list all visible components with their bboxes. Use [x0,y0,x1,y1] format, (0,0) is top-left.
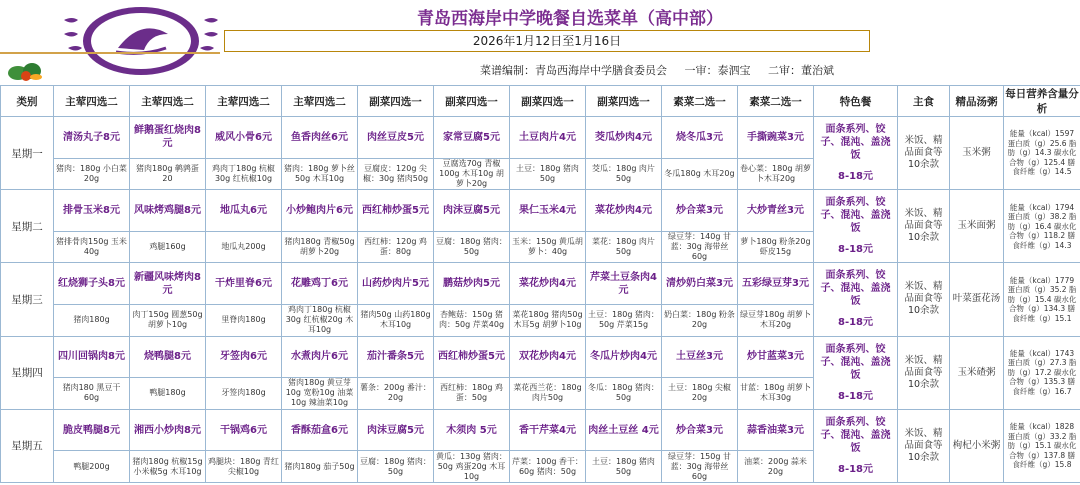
col-header: 精品汤粥 [950,86,1004,117]
dish-name: 清炒奶白菜3元 [662,263,738,305]
menu-title: 青岛西海岸中学晚餐自选菜单（高中部） [417,9,723,29]
dish-ingredients: 猪排骨肉150g 玉米40g [54,231,130,263]
dish-name: 茄汁番条5元 [358,336,434,378]
dish-name: 干炸里脊6元 [206,263,282,305]
dish-ingredients: 油菜：200g 蒜米20g [738,451,814,483]
dish-name: 山药炒肉片5元 [358,263,434,305]
soup-porridge: 玉米面粥 [950,190,1004,263]
day-row-dishes [1,409,1080,451]
dish-ingredients: 鸡肉丁180g 杭椒30g 红杭椒20g 木耳10g [282,305,358,337]
dish-name: 花雕鸡丁6元 [282,263,358,305]
dish-ingredients: 猪肉：180g 萝卜丝50g 木耳10g [282,158,358,190]
dish-ingredients: 猪肉180g 杭椒15g 小米椒5g 木耳10g [130,451,206,483]
dish-name: 大炒青丝3元 [738,190,814,232]
dish-ingredients: 冬瓜：180g 猪肉：50g [586,378,662,410]
day-label: 星期一 [1,117,54,190]
special-meal-items: 面条系列、饺子、混沌、盖浇饭 [820,416,891,454]
dish-name: 菜花炒肉4元 [510,263,586,305]
soup-porridge: 枸杞小米粥 [950,409,1004,482]
dish-name: 鲜鹅蛋红烧肉8元 [130,117,206,159]
special-meal [814,263,898,336]
dish-ingredients: 豆腐皮：120g 尖椒：30g 猪肉50g [358,158,434,190]
col-header: 副菜四选一 [358,86,434,117]
dish-name: 风味烤鸡腿8元 [130,190,206,232]
gold-divider [0,52,220,54]
special-meal-price: 8-18元 [837,463,874,475]
dish-ingredients: 萝卜180g 粉条20g 虾皮15g [738,231,814,263]
special-meal [814,117,898,190]
dish-name: 茭瓜炒肉4元 [586,117,662,159]
dish-ingredients: 鸡腿块：180g 青红尖椒10g [206,451,282,483]
special-meal [814,336,898,409]
dish-ingredients: 西红柿：120g 鸡蛋：80g [358,231,434,263]
col-header: 主食 [898,86,950,117]
dish-name: 地瓜丸6元 [206,190,282,232]
col-header: 每日营养含量分析 [1004,86,1080,117]
dish-ingredients: 猪肉180g 鹌鹑蛋20 [130,158,206,190]
staple-food: 米饭、精品面食等10余款 [898,117,950,190]
day-label: 星期五 [1,409,54,482]
col-header: 主荤四选二 [54,86,130,117]
dish-name: 西红柿炒蛋5元 [358,190,434,232]
dish-ingredients: 猪肉180g 青椒50g 胡萝卜20g [282,231,358,263]
dish-ingredients: 猪肉180 黑豆干60g [54,378,130,410]
dish-name: 木须肉 5元 [434,409,510,451]
special-meal-price: 8-18元 [837,244,874,256]
dish-name: 西红柿炒蛋5元 [434,336,510,378]
dish-ingredients: 奶白菜：180g 粉条20g [662,305,738,337]
dish-ingredients: 土豆：180g 猪肉50g [510,158,586,190]
dish-name: 双花炒肉4元 [510,336,586,378]
staple-food: 米饭、精品面食等10余款 [898,409,950,482]
menu-table [0,85,1080,483]
dish-ingredients: 猪肉180g [54,305,130,337]
menu-body [1,117,1080,483]
dish-ingredients: 猪肉50g 山药180g 木耳10g [358,305,434,337]
dish-name: 肉沫豆腐5元 [358,409,434,451]
special-meal-items: 面条系列、饺子、混沌、盖浇饭 [820,197,891,235]
header-row [1,86,1080,117]
staple-food: 米饭、精品面食等10余款 [898,263,950,336]
dish-ingredients: 土豆：180g 猪肉50g [586,451,662,483]
dish-ingredients: 杏鲍菇：150g 猪肉：50g 芹菜40g [434,305,510,337]
special-meal-price: 8-18元 [837,317,874,329]
dish-ingredients: 豆腐：180g 猪肉：50g [434,231,510,263]
dish-ingredients: 鸡肉丁180g 杭椒30g 红杭椒10g [206,158,282,190]
dish-ingredients: 绿豆芽：140g 甘蓝：30g 海带丝60g [662,231,738,263]
special-meal [814,409,898,482]
day-row-dishes [1,336,1080,378]
dish-ingredients: 茭瓜：180g 肉片50g [586,158,662,190]
dish-ingredients: 鸭腿200g [54,451,130,483]
staple-food: 米饭、精品面食等10余款 [898,190,950,263]
dish-name: 清汤丸子8元 [54,117,130,159]
special-meal-items: 面条系列、饺子、混沌、盖浇饭 [820,343,891,381]
dish-ingredients: 甘蓝：180g 胡萝卜木耳30g [738,378,814,410]
staple-food: 米饭、精品面食等10余款 [898,336,950,409]
col-header: 特色餐 [814,86,898,117]
col-header: 素菜二选一 [738,86,814,117]
dish-name: 蒜香油菜3元 [738,409,814,451]
dish-name: 果仁玉米4元 [510,190,586,232]
dish-name: 新疆风味烤肉8元 [130,263,206,305]
nutrition-analysis: 能量（kcal）1828 蛋白质（g）33.2 脂肪（g）15.1 碳水化合物（g）137.8 膳食纤维（g）15.8 [1004,409,1080,482]
col-header: 主荤四选二 [206,86,282,117]
dish-ingredients: 玉米：150g 黄瓜胡萝卜：40g [510,231,586,263]
dish-name: 四川回锅肉8元 [54,336,130,378]
dish-ingredients: 地瓜丸200g [206,231,282,263]
dish-ingredients: 黄瓜：130g 猪肉：50g 鸡蛋20g 木耳10g [434,451,510,483]
soup-porridge: 叶菜蛋花汤 [950,263,1004,336]
dish-name: 小炒鲍肉片6元 [282,190,358,232]
dish-ingredients: 土豆：180g 猪肉：50g 芹菜15g [586,305,662,337]
day-label: 星期四 [1,336,54,409]
dish-name: 炒合菜3元 [662,409,738,451]
special-meal-price: 8-18元 [837,171,874,183]
dish-ingredients: 里脊肉180g [206,305,282,337]
dish-ingredients: 冬瓜180g 木耳20g [662,158,738,190]
dish-ingredients: 牙签肉180g [206,378,282,410]
dish-name: 牙签肉6元 [206,336,282,378]
special-meal-items: 面条系列、饺子、混沌、盖浇饭 [820,124,891,162]
special-meal-price: 8-18元 [837,390,874,402]
dish-name: 红烧狮子头8元 [54,263,130,305]
dish-name: 土豆肉片4元 [510,117,586,159]
day-row-dishes [1,263,1080,305]
dish-name: 鹏菇炒肉5元 [434,263,510,305]
dish-name: 肉丝豆皮5元 [358,117,434,159]
dish-name: 肉沫豆腐5元 [434,190,510,232]
dish-ingredients: 绿豆芽：150g 甘蓝：30g 海带丝60g [662,451,738,483]
dish-ingredients: 土豆：180g 尖椒20g [662,378,738,410]
dish-name: 五彩绿豆芽3元 [738,263,814,305]
dish-name: 烧冬瓜3元 [662,117,738,159]
dish-name: 干锅鸡6元 [206,409,282,451]
dish-ingredients: 卷心菜：180g 胡萝卜木耳20g [738,158,814,190]
dish-ingredients: 豆腐选70g 青椒100g 木耳10g 胡萝卜20g [434,158,510,190]
editor-bar [0,58,1080,84]
dish-ingredients: 鸡腿160g [130,231,206,263]
dish-name: 冬瓜片炒肉4元 [586,336,662,378]
col-header: 副菜四选一 [586,86,662,117]
dish-name: 鱼香肉丝6元 [282,117,358,159]
editor-label: 菜谱编制：青岛西海岸中学膳食委员会 [480,64,667,77]
nutrition-analysis: 能量（kcal）1779 蛋白质（g）35.2 脂肪（g）15.4 碳水化合物（g）134.3 膳食纤维（g）15.1 [1004,263,1080,336]
dish-name: 家常豆腐5元 [434,117,510,159]
col-header: 主荤四选二 [130,86,206,117]
dish-name: 肉丝土豆丝 4元 [586,409,662,451]
dish-name: 芹菜土豆条肉4元 [586,263,662,305]
col-header: 类别 [1,86,54,117]
dish-name: 威风小骨6元 [206,117,282,159]
day-label: 星期三 [1,263,54,336]
dish-ingredients: 西红柿：180g 鸡蛋：50g [434,378,510,410]
col-header: 主荤四选二 [282,86,358,117]
dish-name: 湘西小炒肉8元 [130,409,206,451]
dish-name: 香干芹菜4元 [510,409,586,451]
dish-name: 手撕豌菜3元 [738,117,814,159]
special-meal-items: 面条系列、饺子、混沌、盖浇饭 [820,270,891,308]
dish-name: 烧鸭腿8元 [130,336,206,378]
second-review: 二审：董治斌 [768,64,834,77]
dish-ingredients: 猪肉180g 茄子50g [282,451,358,483]
dish-ingredients: 菜花：180g 肉片50g [586,231,662,263]
dish-name: 菜花炒肉4元 [586,190,662,232]
dish-name: 排骨玉米8元 [54,190,130,232]
soup-porridge: 玉米粥 [950,117,1004,190]
dish-ingredients: 菜花180g 猪肉50g 木耳5g 胡萝卜10g [510,305,586,337]
soup-porridge: 玉米碴粥 [950,336,1004,409]
dish-ingredients: 鸭腿180g [130,378,206,410]
first-review: 一审：泰泗宝 [684,64,751,77]
dish-name: 脆皮鸭腿8元 [54,409,130,451]
dish-name: 炒甘蓝菜3元 [738,336,814,378]
dish-ingredients: 芹菜：100g 香干：60g 猪肉：50g [510,451,586,483]
dish-ingredients: 豆腐：180g 猪肉：50g [358,451,434,483]
dish-ingredients: 菜花西兰花：180g 肉片50g [510,378,586,410]
dish-ingredients: 绿豆芽180g 胡萝卜木耳20g [738,305,814,337]
dish-ingredients: 猪肉：180g 小白菜20g [54,158,130,190]
dish-name: 水煮肉片6元 [282,336,358,378]
nutrition-analysis: 能量（kcal）1597 蛋白质（g）25.6 脂肪（g）14.3 碳水化合物（g）125.4 膳食纤维（g）14.5 [1004,117,1080,190]
day-row-dishes [1,117,1080,159]
col-header: 素菜二选一 [662,86,738,117]
col-header: 副菜四选一 [510,86,586,117]
day-row-dishes [1,190,1080,232]
nutrition-analysis: 能量（kcal）1743 蛋白质（g）27.3 脂肪（g）17.2 碳水化合物（g）135.3 膳食纤维（g）16.7 [1004,336,1080,409]
special-meal [814,190,898,263]
dish-ingredients: 猪肉180g 黄豆芽10g 宽粉10g 油菜10g 辣油菜10g [282,378,358,410]
dish-ingredients: 薯条：200g 番汁：20g [358,378,434,410]
nutrition-analysis: 能量（kcal）1794 蛋白质（g）38.2 脂肪（g）16.4 碳水化合物（g）118.2 膳食纤维（g）14.3 [1004,190,1080,263]
dish-name: 香酥茄盒6元 [282,409,358,451]
dish-name: 炒合菜3元 [662,190,738,232]
date-range: 2026年1月12日至1月16日 [224,30,870,52]
day-label: 星期二 [1,190,54,263]
col-header: 副菜四选一 [434,86,510,117]
dish-ingredients: 肉丁150g 圆葱50g 胡萝卜10g [130,305,206,337]
dish-name: 土豆丝3元 [662,336,738,378]
